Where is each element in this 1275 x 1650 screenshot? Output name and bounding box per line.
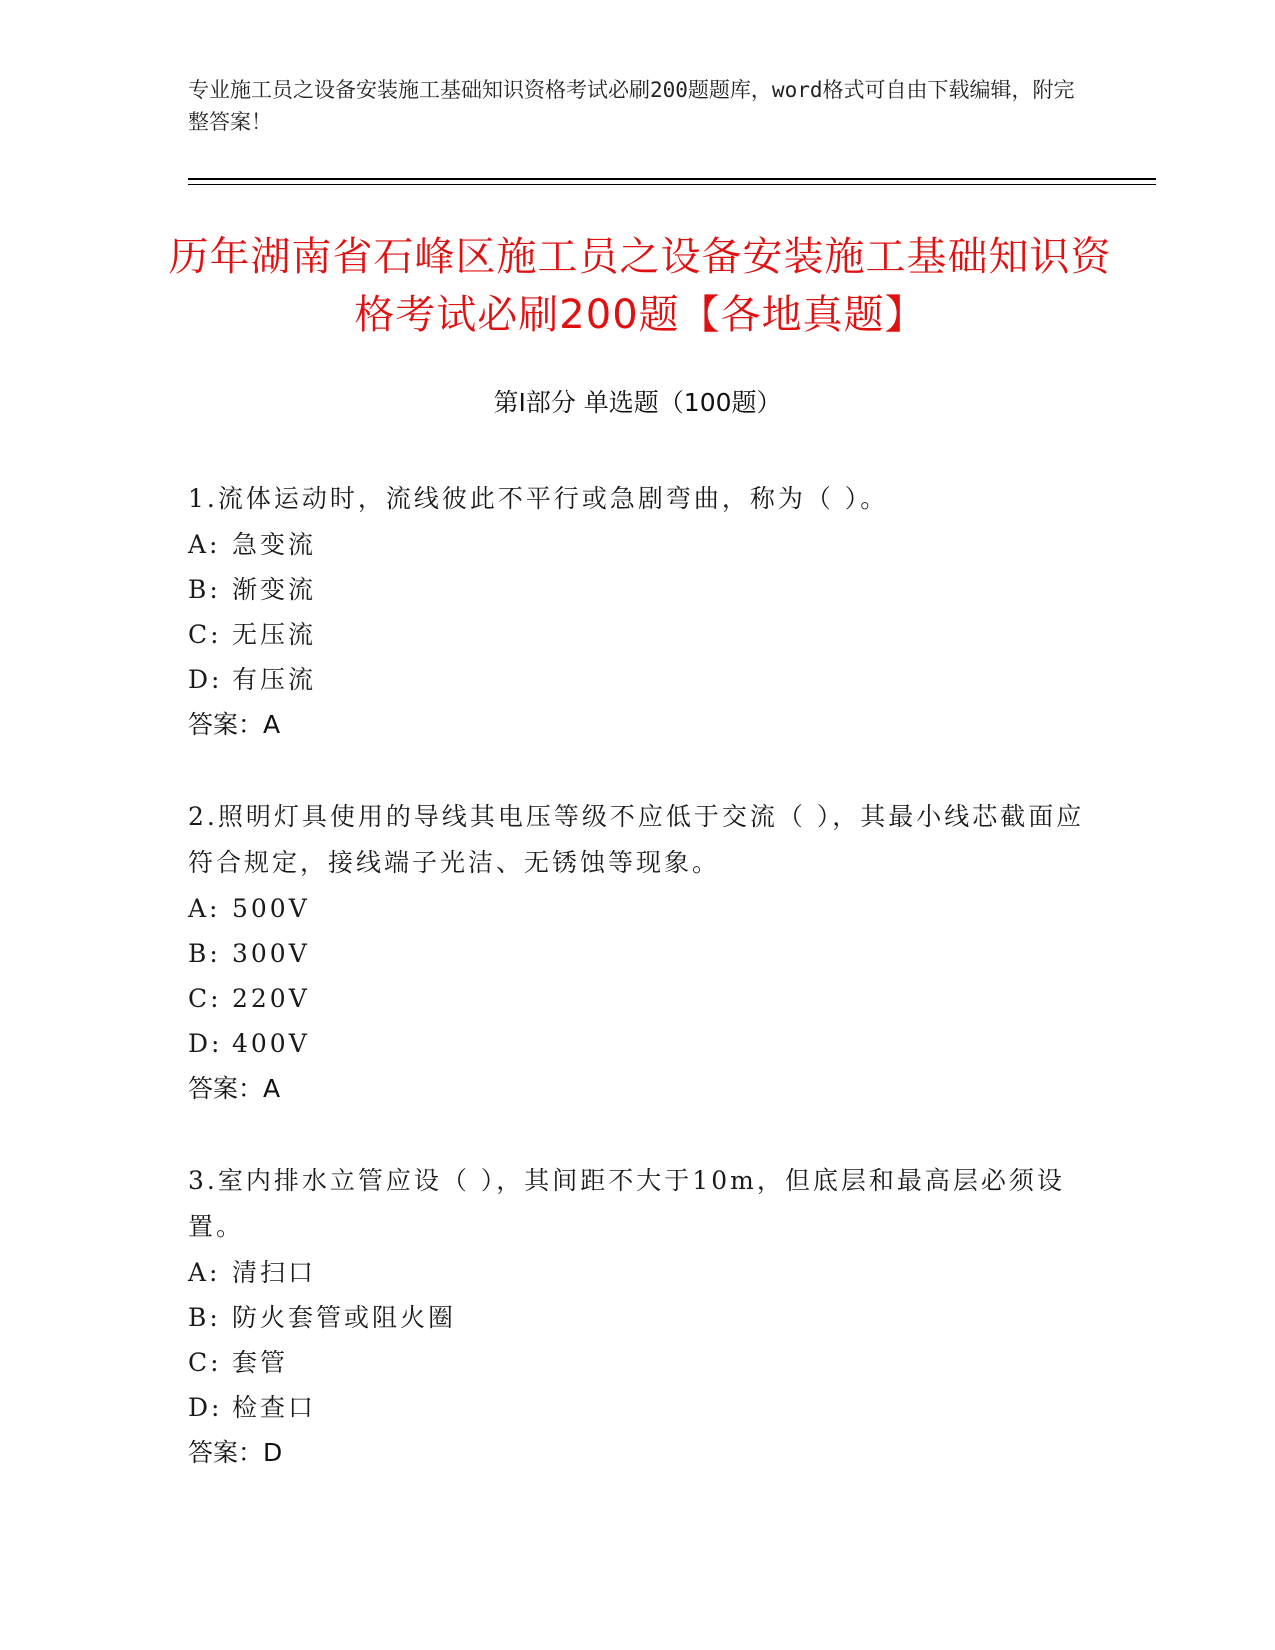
header-note: 专业施工员之设备安装施工基础知识资格考试必刷200题题库，word格式可自由下载编辑，附完整答案！ bbox=[188, 78, 1075, 134]
option-a bbox=[188, 886, 1088, 931]
option-text: 300V bbox=[232, 939, 310, 968]
option-letter: A: bbox=[188, 894, 221, 923]
answer-line: 答案：D bbox=[188, 1438, 283, 1467]
option-b bbox=[188, 1295, 1088, 1340]
option-d bbox=[188, 1021, 1088, 1066]
option-letter: D: bbox=[188, 1393, 223, 1422]
option-letter: A: bbox=[188, 1258, 221, 1287]
option-text: 套管 bbox=[232, 1348, 289, 1377]
question-1 bbox=[188, 476, 1088, 748]
option-text: 防火套管或阻火圈 bbox=[232, 1303, 457, 1332]
option-letter: B: bbox=[188, 939, 221, 968]
option-letter: B: bbox=[188, 575, 221, 604]
option-a bbox=[188, 1250, 1088, 1295]
option-c bbox=[188, 976, 1088, 1021]
header-rule-thin bbox=[188, 184, 1156, 185]
answer-line: 答案：A bbox=[188, 710, 281, 739]
option-b bbox=[188, 931, 1088, 976]
option-c bbox=[188, 612, 1088, 657]
option-letter: C: bbox=[188, 1348, 222, 1377]
answer-line: 答案：A bbox=[188, 1074, 281, 1103]
option-c bbox=[188, 1340, 1088, 1385]
option-d bbox=[188, 1385, 1088, 1430]
section-heading: 第Ⅰ部分 单选题（100题） bbox=[493, 388, 782, 417]
question-stem: 2.照明灯具使用的导线其电压等级不应低于交流（ ），其最小线芯截面应符合规定，接线端子光洁、无锈蚀等现象。 bbox=[188, 802, 1085, 877]
option-letter: A: bbox=[188, 530, 221, 559]
question-stem: 3.室内排水立管应设（ ），其间距不大于10m，但底层和最高层必须设置。 bbox=[188, 1166, 1065, 1241]
question-3 bbox=[188, 1158, 1088, 1476]
header-rule-thick bbox=[188, 178, 1156, 180]
question-list bbox=[188, 476, 1088, 1522]
option-letter: C: bbox=[188, 984, 222, 1013]
option-b bbox=[188, 567, 1088, 612]
document-title: 历年湖南省石峰区施工员之设备安装施工基础知识资格考试必刷200题【各地真题】 bbox=[168, 234, 1112, 338]
option-letter: D: bbox=[188, 665, 223, 694]
option-text: 500V bbox=[232, 894, 310, 923]
option-letter: B: bbox=[188, 1303, 221, 1332]
option-text: 渐变流 bbox=[232, 575, 317, 604]
option-a bbox=[188, 522, 1088, 567]
option-text: 无压流 bbox=[232, 620, 317, 649]
option-text: 清扫口 bbox=[232, 1258, 317, 1287]
option-text: 400V bbox=[232, 1029, 310, 1058]
question-stem: 1.流体运动时，流线彼此不平行或急剧弯曲，称为（ ）。 bbox=[188, 484, 889, 513]
option-text: 220V bbox=[232, 984, 310, 1013]
option-letter: D: bbox=[188, 1029, 223, 1058]
question-2 bbox=[188, 794, 1088, 1112]
option-text: 有压流 bbox=[232, 665, 317, 694]
option-text: 急变流 bbox=[232, 530, 317, 559]
option-letter: C: bbox=[188, 620, 222, 649]
option-d bbox=[188, 657, 1088, 702]
option-text: 检查口 bbox=[232, 1393, 317, 1422]
